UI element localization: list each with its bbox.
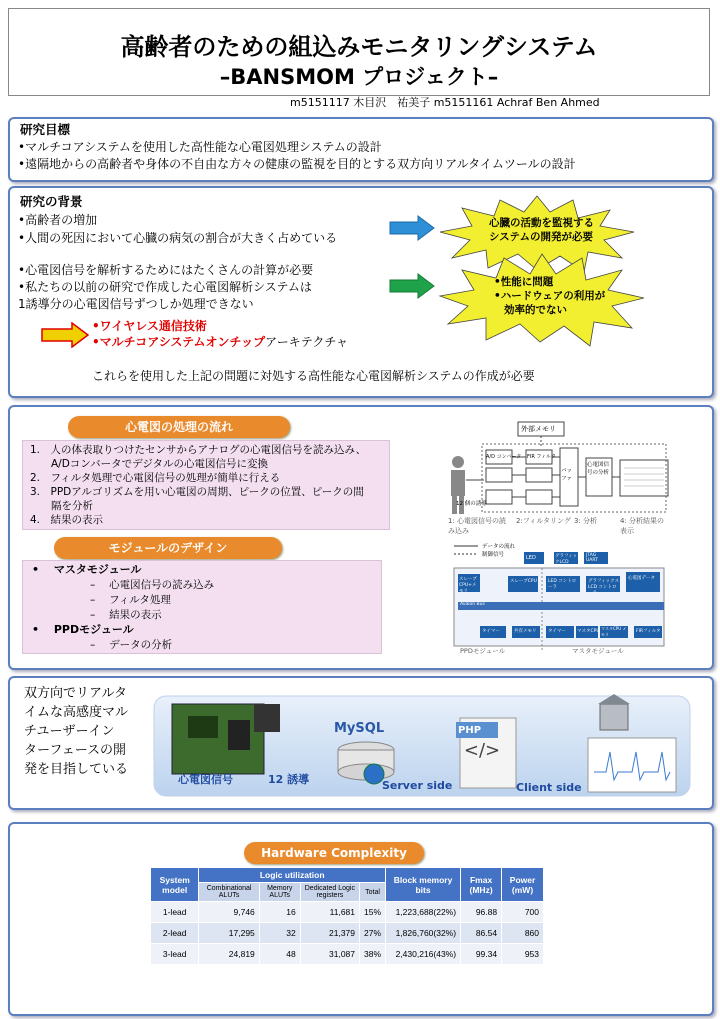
cell: 17,295 <box>199 923 259 944</box>
cell: 96.88 <box>461 902 502 923</box>
legend-control: 制御信号 <box>482 552 505 558</box>
cell: 860 <box>502 923 544 944</box>
cell: 953 <box>502 944 544 965</box>
cell: 38% <box>360 944 386 965</box>
background-item: •心電図信号を解析するためにはたくさんの計算が必要 <box>18 263 314 277</box>
poster-subtitle: –BANSMOM プロジェクト– <box>219 65 499 89</box>
th-system-model: System model <box>151 868 199 902</box>
flow-step: A/Dコンバータでデジタルの心電図信号に変換 <box>30 458 268 470</box>
table-row <box>151 923 544 944</box>
module-title-pill: モジュールのデザイン <box>54 537 282 559</box>
flow-step: 3. PPDアルゴリズムを用い心電図の周期、ピークの位置、ピークの間 <box>30 486 364 498</box>
cell: 21,379 <box>300 923 359 944</box>
ecg-signal-label: 心電図信号 <box>178 773 233 786</box>
burst2-line: •ハードウェアの利用が <box>494 290 606 302</box>
goal-item: •遠隔地からの高齢者や身体の不自由な方々の健康の監視を目的とする双方向リアルタイムツールの設計 <box>18 157 576 171</box>
hardware-title-pill: Hardware Complexity <box>244 842 424 864</box>
block-master-mem: マスタCPU メモリ <box>601 626 627 637</box>
system-text: 発を目指している <box>24 762 129 777</box>
system-text: チユーザーイン <box>24 724 115 739</box>
diagram-analysis: 心電図信号の分析 <box>587 462 610 476</box>
diagram-leads: 12 個の誘導 <box>456 501 487 507</box>
th-logic: Logic utilization <box>199 868 386 883</box>
background-item: 1誘導分の心電図信号ずつしか処理できない <box>18 297 254 311</box>
svg-text:</>: </> <box>463 740 501 761</box>
background-item: •人間の死因において心臓の病気の割合が大きく占めている <box>18 231 338 245</box>
background-item: •私たちの以前の研究で作成した心電図解析システムは <box>18 280 312 294</box>
cell: 15% <box>360 902 386 923</box>
cell: 3-lead <box>151 944 199 965</box>
block-shared-mem: 共有メモリ <box>514 629 537 634</box>
label-ppd-module: PPDモジュール <box>460 647 506 655</box>
th-memory: Memory ALUTs <box>259 883 300 902</box>
tech-wireless: •ワイヤレス通信技術 <box>92 319 207 333</box>
arrow-right-icon <box>40 322 90 348</box>
diagram-step: 3: 分析 <box>574 517 598 525</box>
cell: 16 <box>259 902 300 923</box>
module-item: – 結果の表示 <box>90 609 162 621</box>
cell: 2,430,216(43%) <box>386 944 461 965</box>
label-master-module: マスタモジュール <box>572 647 624 655</box>
cell: 27% <box>360 923 386 944</box>
cell: 1,826,760(32%) <box>386 923 461 944</box>
legend-dataflow: データの流れ <box>482 544 516 550</box>
authors: m5151117 木目沢 祐美子 m5151161 Achraf Ben Ahmed <box>290 96 600 109</box>
cell: 99.34 <box>461 944 502 965</box>
th-power: Power (mW) <box>502 868 544 902</box>
th-combinational: Combinational ALUTs <box>199 883 259 902</box>
goal-item: •マルチコアシステムを使用した高性能な心電図処理システムの設計 <box>18 140 382 154</box>
leads-label: 12 誘導 <box>268 773 310 786</box>
system-text: イムな高感度マル <box>24 705 129 720</box>
diagram-buffer: バッファ <box>561 468 573 482</box>
th-dedicated: Dedicated Logic registers <box>300 883 359 902</box>
tech-multicore-suffix: アーキテクチャ <box>265 335 348 349</box>
cell: 31,087 <box>300 944 359 965</box>
cell: 1-lead <box>151 902 199 923</box>
th-total: Total <box>360 883 386 902</box>
background-item: •高齢者の増加 <box>18 213 98 227</box>
arrow-right-icon <box>388 214 436 242</box>
module-item: – データの分析 <box>90 639 173 651</box>
hardware-table <box>150 867 544 965</box>
block-slave-cpu: スレーブCPU <box>510 579 537 584</box>
block-jtag: JTAG UART <box>586 553 598 563</box>
th-fmax: Fmax (MHz) <box>461 868 502 902</box>
goal-heading: 研究目標 <box>20 122 71 137</box>
block-timer: タイマー <box>548 629 566 634</box>
block-bus: Avalon Bus <box>460 602 485 607</box>
table-row <box>151 944 544 965</box>
block-ecg-data: 心電図データ <box>628 576 655 581</box>
cell: 32 <box>259 923 300 944</box>
block-fir: FIRフィルタ <box>636 629 661 634</box>
module-item: – 心電図信号の読み込み <box>90 579 215 591</box>
cell: 24,819 <box>199 944 259 965</box>
tech-multicore-red: •マルチコアシステムオンチップ <box>92 335 266 349</box>
cell: 86.54 <box>461 923 502 944</box>
cell: 1,223,688(22%) <box>386 902 461 923</box>
client-side-label: Client side <box>516 781 582 794</box>
background-conclusion: これらを使用した上記の問題に対処する高性能な心電図解析システムの作成が必要 <box>92 369 535 383</box>
block-glcd: グラフィックLCD <box>555 554 578 565</box>
block-led-ctrl: LED コントローラ <box>548 579 577 590</box>
diagram-step: 4: 分析結果の表示 <box>620 517 665 535</box>
system-text: ターフェースの開 <box>24 743 127 758</box>
cell: 48 <box>259 944 300 965</box>
module-master: • マスタモジュール <box>32 563 142 576</box>
flow-title-pill: 心電図の処理の流れ <box>68 416 290 438</box>
module-ppd: • PPDモジュール <box>32 623 134 636</box>
flow-step: 2. フィルタ処理で心電図信号の処理が簡単に行える <box>30 472 281 484</box>
server-side-label: Server side <box>382 779 453 792</box>
diagram-step: 2:フィルタリング <box>516 517 571 525</box>
flow-step: 隔を分析 <box>30 500 93 512</box>
diagram-ext-mem: 外部メモリ <box>521 425 556 433</box>
poster-title: 高齢者のための組込みモニタリングシステム <box>120 33 598 61</box>
php-logo: PHP <box>458 725 482 736</box>
burst2-line: •性能に問題 <box>494 276 554 288</box>
diagram-step: 1: 心電図信号の読み込み <box>448 517 507 535</box>
module-item: – フィルタ処理 <box>90 594 171 606</box>
diagram-ad: A/D コンバータ <box>486 454 522 460</box>
cell: 9,746 <box>199 902 259 923</box>
background-heading: 研究の背景 <box>20 194 83 209</box>
block-timer: タイマー <box>482 629 500 634</box>
mysql-logo: MySQL <box>334 721 385 736</box>
th-block-mem: Block memory bits <box>386 868 461 902</box>
cell: 700 <box>502 902 544 923</box>
flow-step: 4. 結果の表示 <box>30 514 104 526</box>
flow-step: 1. 人の体表取りつけたセンサからアナログの心電図信号を読み込み、 <box>30 444 367 456</box>
block-led: LED <box>526 555 536 561</box>
diagram-fir: FIR フィルタ <box>527 454 556 460</box>
tech-multicore <box>92 334 348 350</box>
cell: 2-lead <box>151 923 199 944</box>
title-box <box>8 8 710 96</box>
block-glcd-ctrl: グラフィックスLCD コントローラ <box>588 579 620 596</box>
cell: 11,681 <box>300 902 359 923</box>
burst1-line: 心臓の活動を監視する <box>489 217 594 229</box>
table-row <box>151 902 544 923</box>
burst2-line: 効率的でない <box>504 304 567 316</box>
block-slave-mem: スレーブCPU+メモリ <box>459 577 477 594</box>
block-master-cpu: マスタCPU <box>577 629 600 634</box>
burst1-line: システムの開発が必要 <box>489 231 593 243</box>
arrow-right-icon <box>388 272 436 300</box>
system-text: 双方向でリアルタ <box>24 686 127 701</box>
